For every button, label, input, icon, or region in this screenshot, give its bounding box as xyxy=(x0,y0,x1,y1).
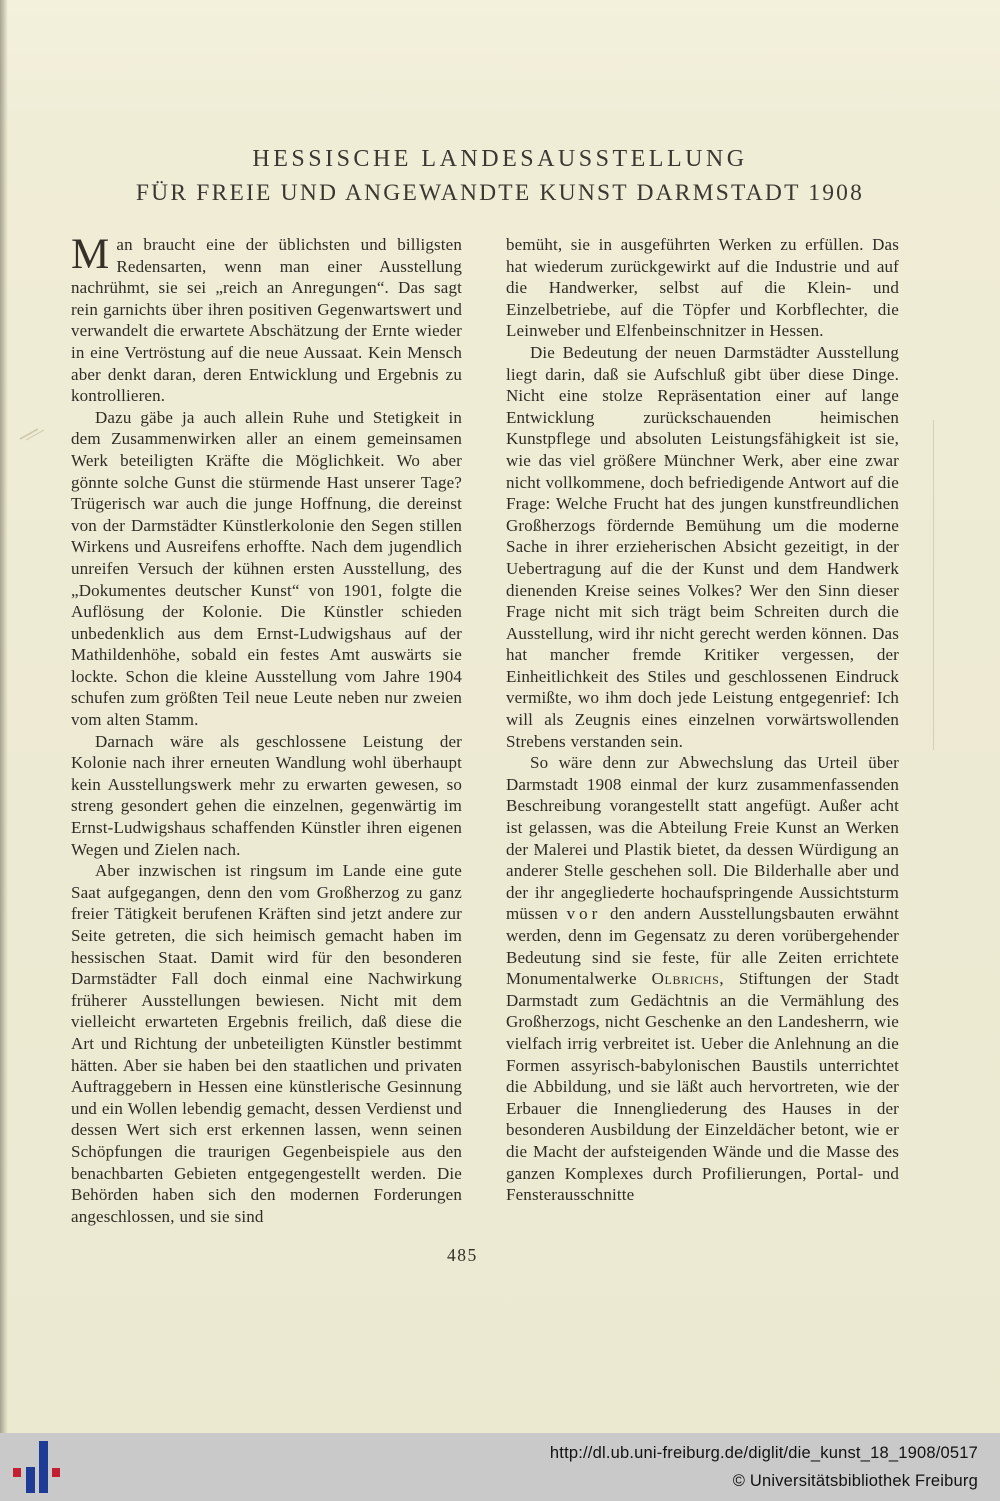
drop-cap: M xyxy=(71,231,110,278)
paragraph xyxy=(71,231,462,407)
logo-blue-bar-tall xyxy=(39,1441,48,1493)
page-title-line1: HESSISCHE LANDESAUSSTELLUNG xyxy=(252,146,748,172)
paragraph xyxy=(71,731,462,861)
ub-freiburg-logo xyxy=(0,1433,80,1501)
text-run: , Stiftungen der Stadt Darmstadt zum Gedächtnis an die Vermählung des Großherzogs, nicht Geschenke an den Landesherrn, wie vielfach irrig verbreitet ist. Ueber die Anlehnung an die Formen assyrisch-babylonischen Baustils unterrichtet die Abbildung, und sie läßt auch hervortreten, wie der Erbauer die Innengliederung des Hauses in der besonderen Ausbildung der Einzeldächer betont, wie er die Macht der aufsteigenden Wände und die Masse des ganzen Komplexes durch Profilierungen, Portal- und Fensterausschnitte xyxy=(506,969,899,1205)
logo-red-square-left xyxy=(13,1468,21,1477)
paragraph xyxy=(506,234,899,342)
scan-left-edge-shadow xyxy=(0,0,8,1433)
left-column xyxy=(71,231,462,1227)
scan-scratch-line xyxy=(933,420,934,750)
right-column xyxy=(506,234,899,1206)
text-run: So wäre denn zur Abwechslung das Urteil über Darmstadt 1908 einmal der kurz zusammenfassenden Beschreibung vorangestellt statt angefügt. Außer acht ist gelassen, was die Abteilung Freie Kunst an Werken der Malerei und Plastik bietet, da dessen Würdigung an anderer Stelle geschehen soll. Die Bilderhalle aber und der ihr angegliederte hochaufspringende Aussichtsturm müssen xyxy=(506,753,899,924)
page-title-line2: FÜR FREIE UND ANGEWANDTE KUNST DARMSTADT 1908 xyxy=(135,180,865,206)
logo-blue-bar-short xyxy=(26,1467,35,1493)
page-number: 485 xyxy=(447,1245,478,1265)
logo-red-square-right xyxy=(52,1468,60,1477)
text-run: Darnach wäre als geschlossene Leistung der Kolonie nach ihrer erneuten Wandlung wohl überhaupt kein Ausstellungswerk mehr zu erwarten gewesen, so streng gesondert gehen die einzelnen, gegenwärtig im Ernst-Ludwigshaus schaffenden Künstler ihren eigenen Wegen und Zielen nach. xyxy=(71,731,462,859)
text-run: bemüht, sie in ausgeführten Werken zu erfüllen. Das hat wiederum zurückgewirkt auf die Industrie und auf die Handwerker, selbst auf die Klein- und Einzelbetriebe, auf die Töpfer und Korbflechter, die Leinweber und Elfenbeinschnitzer in Hessen. xyxy=(506,235,899,341)
paragraph xyxy=(506,752,899,1205)
text-run: Aber inzwischen ist ringsum im Lande eine gute Saat aufgegangen, denn den vom Großherzog zu ganz freier Tätigkeit berufenen Kräften sind jetzt andere zur Seite getreten, die sich heimisch gemacht haben im hessischen Staat. Damit wird für den besonderen Darmstädter Fall doch einmal eine Nachwirkung früherer Ausstellungen bewiesen. Nicht mit dem vielleicht erwarteten Ergebnis freilich, daß diese die Art und Richtung der unbeteiligten Künstler bestimmt hätten. Aber sie haben bei den staatlichen und privaten Auftraggebern in Hessen eine künstlerische Gesinnung und ein Wollen lebendig gemacht, dessen Verdienst und dessen Wert sich erst erkennen lassen, wenn seinen Schöpfungen die traurigen Gegenbeispiele aus den benachbarten Gebieten entgegengestellt werden. Die Behörden haben sich den modernen Forderungen angeschlossen, und sie sind xyxy=(71,861,462,1226)
footer-url: http://dl.ub.uni-freiburg.de/diglit/die_kunst_18_1908/0517 xyxy=(549,1444,978,1462)
paragraph xyxy=(506,342,899,752)
text-run: Die Bedeutung der neuen Darmstädter Ausstellung liegt darin, daß sie Aufschluß gibt über diese Dinge. Nicht eine stolze Repräsentation einer auf lange Entwicklung zurückschauenden heimischen Kunstpflege und absoluten Leistungsfähigkeit ist sie, wie das viel größere Münchner Werk, aber eine zwar nicht vollkommene, doch befriedigende Antwort auf die Frage: Welche Frucht hat des jungen kunstfreundlichen Großherzogs fördernde Bemühung um die moderne Sache in ihrer erzieherischen Absicht gezeitigt, in der Uebertragung auf die der Kunst und dem Handwerk dienenden Kreise seines Volkes? Wer den Sinn dieser Frage nicht mit sich trägt beim Schreiten durch die Ausstellung, wird ihr nicht gerecht werden können. Das hat mancher fremde Kritiker vergessen, der Einheitlichkeit des Stiles und geschlossenen Eindruck vermißte, wo ihm doch jede Leistung entgegenrief: Ich will als Zeugnis eines einzelnen vorwärtswollenden Strebens verstanden sein. xyxy=(506,342,899,751)
footer-bar xyxy=(0,1433,1000,1501)
text-run: an braucht eine der üblichsten und billigsten Redensarten, wenn man einer Ausstellung nachrühmt, sie sei „reich an Anregungen“. Das sagt rein garnichts über ihren positiven Gegenwartswert und verwandelt die erwartete Abschätzung der Ernte wieder in eine Vertröstung auf die neue Aussaat. Kein Mensch aber denkt daran, deren Entwicklung und Ergebnis zu kontrollieren. xyxy=(71,235,462,406)
document-header xyxy=(0,144,1000,208)
paragraph xyxy=(71,860,462,1227)
text-run: den andern Ausstellungsbauten erwähnt werden, denn im Gegensatz zu deren vorübergehender Bedeutung sind sie feste, für alle Zeiten errichtete Monumentalwerke xyxy=(506,904,899,989)
footer-copyright: © Universitätsbibliothek Freiburg xyxy=(732,1472,978,1490)
text-run: Olbrichs xyxy=(651,969,720,989)
paragraph xyxy=(71,407,462,731)
text-run: Dazu gäbe ja auch allein Ruhe und Stetigkeit in dem Zusammenwirken aller an einem gemeinsamen Werk beteiligten Kräfte die Möglichkeit. Wo aber gönnte solche Gunst die stürmende Hast unserer Tage? Trügerisch war auch die junge Hoffnung, die dereinst von der Darmstädter Künstlerkolonie den Segen stillen Wirkens und Ausreifens erhoffte. Nach dem jugendlich unreifen Versuch der kühnen ersten Ausstellung, des „Dokumentes deutscher Kunst“ von 1901, folgte die Auflösung der Kolonie. Die Künstler schieden unbedenklich aus dem Ernst-Ludwigshaus auf der Mathildenhöhe, sobald ein festes Amt auswärts sie lockte. Schon die kleine Ausstellung vom Jahre 1904 schufen zum größten Teil neue Leute neben nur zweien vom alten Stamm. xyxy=(71,407,462,730)
pencil-mark xyxy=(16,426,50,447)
text-run: vor xyxy=(566,904,602,924)
